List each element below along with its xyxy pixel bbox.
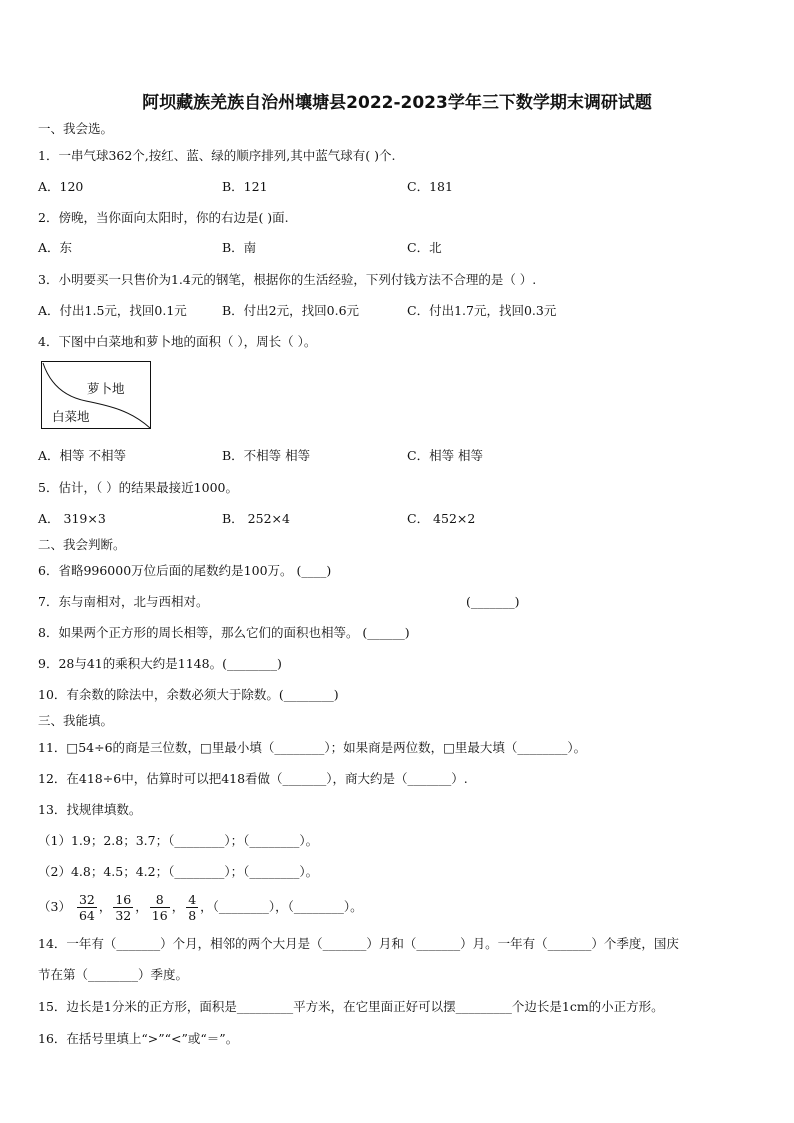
q5-option-c: C． 452×2 — [407, 511, 476, 526]
q5-option-b: B． 252×4 — [222, 511, 290, 526]
question-13-part-2: （2）4.8；4.5；4.2；（________）；（________）。 — [38, 864, 319, 879]
q2-option-a: A．东 — [38, 240, 73, 255]
fraction — [77, 892, 97, 923]
question-15: 15．边长是1分米的正方形，面积是_________平方米，在它里面正好可以摆_________个边长是1cm的小正方形。 — [38, 999, 664, 1014]
question-2: 2．傍晚，当你面向太阳时，你的右边是( )面. — [38, 210, 289, 225]
fraction-numerator: 4 — [188, 892, 197, 907]
question-10: 10．有余数的除法中，余数必须大于除数。(________) — [38, 687, 339, 702]
fraction-numerator: 8 — [150, 892, 170, 908]
cabbage-field-label: 白菜地 — [52, 409, 90, 424]
q1-option-b: B．121 — [222, 179, 268, 194]
page-title: 阿坝藏族羌族自治州壤塘县2022-2023学年三下数学期末调研试题 — [142, 93, 652, 113]
q2-option-c: C．北 — [407, 240, 442, 255]
q3-option-c: C．付出1.7元，找回0.3元 — [407, 303, 557, 318]
q4-option-a: A．相等 不相等 — [38, 448, 127, 463]
q1-option-a: A．120 — [38, 179, 84, 194]
question-3: 3．小明要买一只售价为1.4元的钢笔，根据你的生活经验，下列付钱方法不合理的是（ ）. — [38, 272, 537, 287]
question-13-part-1: （1）1.9；2.8；3.7；（________）；（________）。 — [38, 833, 319, 848]
question-8: 8．如果两个正方形的周长相等，那么它们的面积也相等。 (______) — [38, 625, 410, 640]
fraction-denominator: 64 — [78, 908, 95, 923]
q5-option-a: A． 319×3 — [38, 511, 106, 526]
q3-option-a: A．付出1.5元，找回0.1元 — [38, 303, 187, 318]
q3-option-b: B．付出2元，找回0.6元 — [222, 303, 360, 318]
question-16: 16．在括号里填上“>”“<”或“＝”。 — [38, 1031, 239, 1046]
q4-option-b: B．不相等 相等 — [222, 448, 311, 463]
fraction — [150, 892, 170, 923]
question-7-blank: (_______) — [466, 594, 520, 609]
question-14-line-2: 节在第（________）季度。 — [38, 967, 189, 982]
question-13: 13．找规律填数。 — [38, 802, 142, 817]
q1-option-c: C．181 — [407, 179, 453, 194]
part-3-prefix: （3） — [38, 899, 71, 914]
question-14-line-1: 14．一年有（_______）个月，相邻的两个大月是（_______）月和（_______）月。一年有（_______）个季度，国庆 — [38, 936, 679, 951]
q4-option-c: C．相等 相等 — [407, 448, 484, 463]
fraction — [113, 892, 133, 923]
section-heading-choice: 一、我会选。 — [38, 121, 114, 136]
question-12: 12．在418÷6中，估算时可以把418看做（_______），商大约是（_______）. — [38, 771, 468, 786]
q2-option-b: B．南 — [222, 240, 257, 255]
question-13-part-3: （3） $\frac{32}{64}$ ， $\frac{16}{32}$ ， $\frac{8}{16}$ ， $\frac{4}{8}$ ，（________），（________）。 — [38, 892, 363, 923]
question-1: 1．一串气球362个,按红、蓝、绿的顺序排列,其中蓝气球有( )个. — [38, 148, 396, 163]
question-11: 11．□54÷6的商是三位数，□里最小填（________）；如果商是两位数，□里最大填（________）。 — [38, 740, 587, 755]
section-heading-judge: 二、我会判断。 — [38, 537, 126, 552]
radish-field-label: 萝卜地 — [87, 381, 125, 396]
fraction — [186, 892, 198, 923]
field-diagram — [41, 361, 151, 429]
fraction-denominator: 16 — [151, 908, 168, 923]
section-heading-fill: 三、我能填。 — [38, 713, 114, 728]
fraction-denominator: 32 — [115, 908, 132, 923]
question-4: 4．下图中白菜地和萝卜地的面积（ ），周长（ ）。 — [38, 334, 317, 349]
fraction-denominator: 8 — [188, 908, 197, 923]
question-9: 9．28与41的乘积大约是1148。(________) — [38, 656, 282, 671]
question-7: 7．东与南相对，北与西相对。 — [38, 594, 209, 609]
fraction-numerator: 32 — [78, 892, 95, 907]
question-6: 6．省略996000万位后面的尾数约是100万。 (____) — [38, 563, 332, 578]
question-5: 5．估计，（ ）的结果最接近1000。 — [38, 480, 238, 495]
part-3-suffix: ，（________），（________）。 — [200, 899, 363, 914]
fraction-numerator: 16 — [115, 892, 132, 907]
